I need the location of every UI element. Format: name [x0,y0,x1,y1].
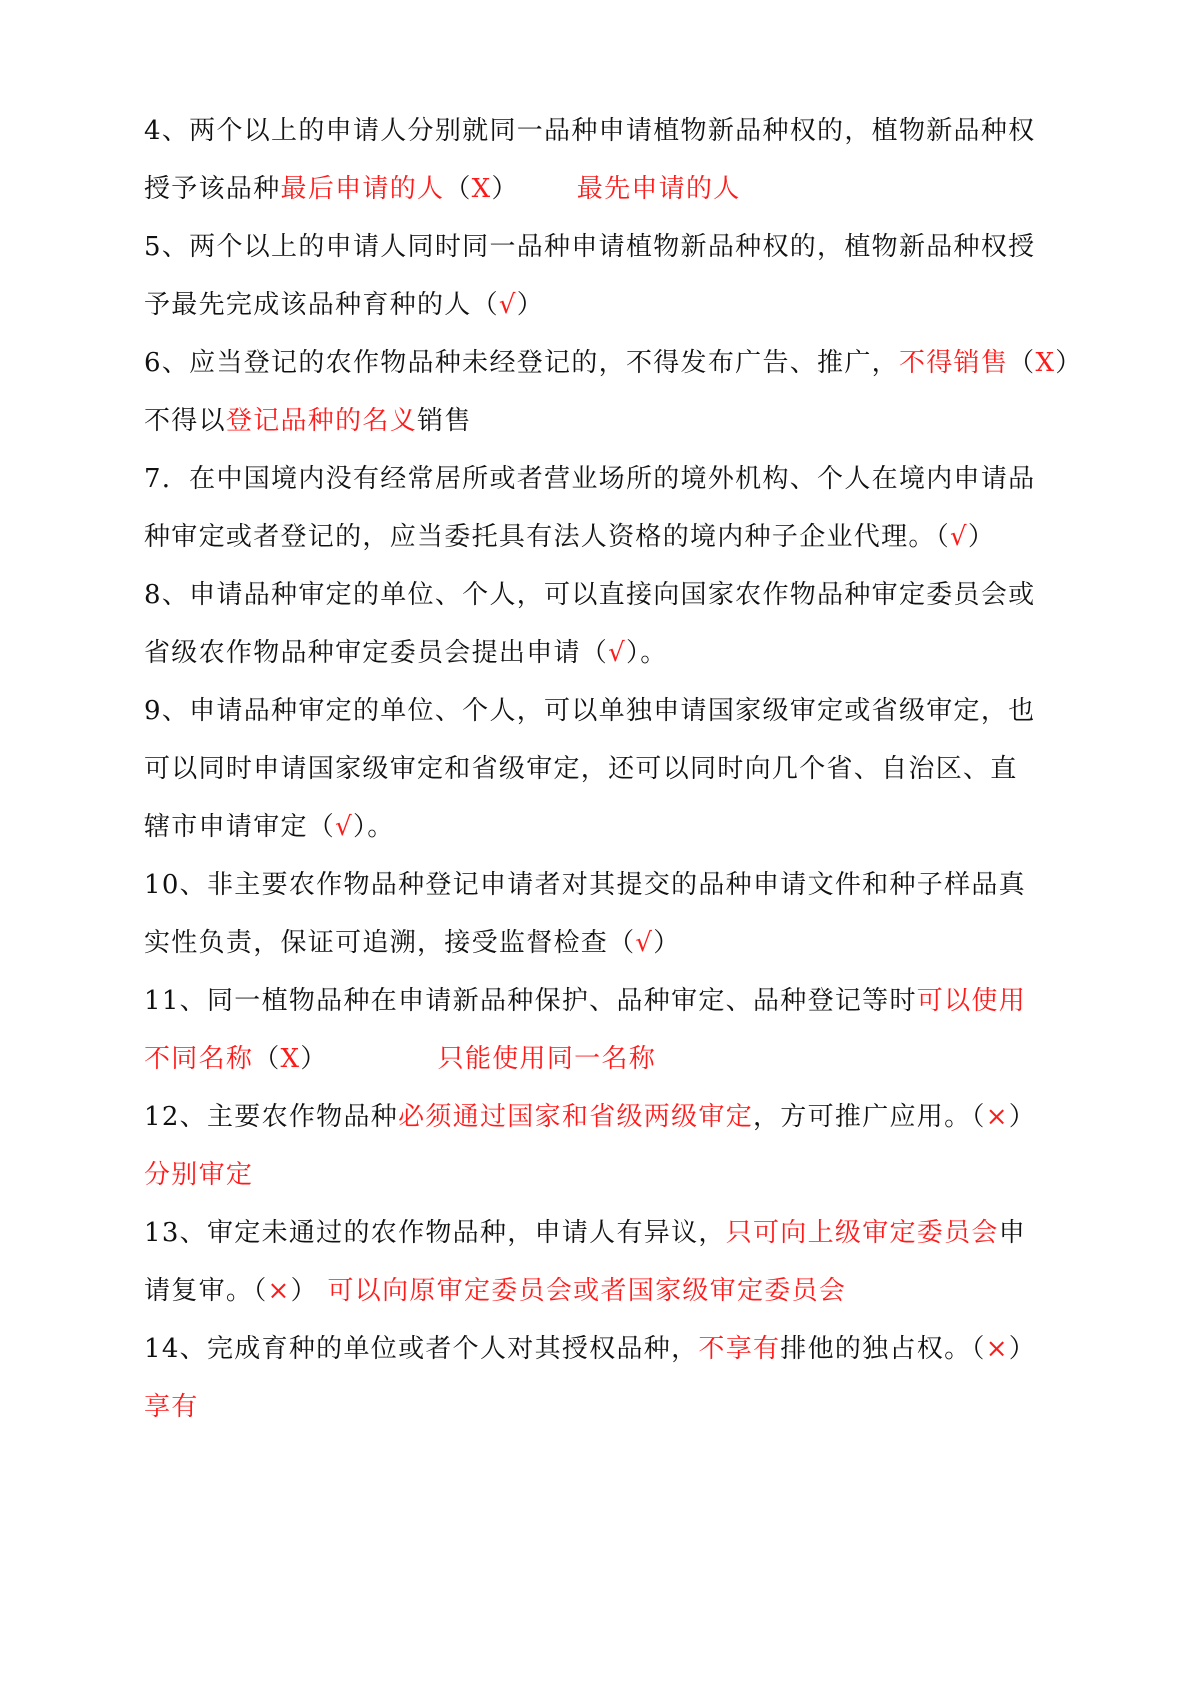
correction-text: 享有 [144,1392,199,1422]
true-mark: √ [498,290,517,320]
correction-text: 分别审定 [144,1160,254,1190]
statement-text: 可以同时申请国家级审定和省级审定，还可以同时向几个省、自治区、直 [144,754,1018,784]
correction-text: 只能使用同一名称 [437,1044,657,1074]
wrong-phrase: 不同名称 [144,1044,254,1074]
statement-text: 销售 [417,406,472,436]
wrong-phrase: 最后申请的人 [280,174,445,204]
paren-close: ） [491,174,519,204]
item-11-line-2 [144,1039,1049,1079]
correction-text: 可以向原审定委员会或者国家级审定委员会 [327,1276,847,1306]
paren-close: ） [300,1044,328,1074]
statement-text: 实性负责，保证可追溯，接受监督检查（ [144,928,636,958]
statement-text: 省级农作物品种审定委员会提出申请（ [144,638,609,668]
wrong-phrase: 只可向上级审定委员会 [725,1218,999,1248]
wrong-phrase: 不得销售 [898,348,1009,378]
paren-open: （ [1008,348,1036,378]
statement-text: 排他的独占权。（ [780,1334,986,1364]
statement-text: 4、两个以上的申请人分别就同一品种申请植物新品种权的，植物新品种权 [144,116,1036,146]
false-mark: X [471,174,492,204]
statement-text: 请复审。（ [144,1276,268,1306]
statement-text: 种审定或者登记的，应当委托具有法人资格的境内种子企业代理。（ [144,522,951,552]
statement-text: 辖市申请审定（ [144,812,336,842]
paren-close: ） [1055,348,1083,378]
paren-close: ） [653,928,681,958]
paren-close: ） [967,522,996,552]
statement-text: 申 [998,1218,1027,1248]
statement-text: ，方可推广应用。（ [753,1102,986,1132]
item-6-line-1 [144,343,1083,383]
wrong-phrase: 可以使用 [916,986,1026,1016]
item-9-line-2 [144,749,1049,789]
correction-text: 登记品种的名义 [225,406,418,436]
item-10-line-1 [144,865,1049,905]
item-7-line-2 [144,517,1049,557]
item-7-line-1 [144,459,1049,499]
statement-text: 10、非主要农作物品种登记申请者对其提交的品种申请文件和种子样品真 [144,870,1026,900]
paren-close: ） [290,1276,328,1306]
wrong-phrase: 不享有 [698,1334,781,1364]
wrong-phrase: 必须通过国家和省级两级审定 [398,1102,753,1132]
false-mark: × [267,1276,291,1306]
item-9-line-3 [144,807,1049,847]
statement-text: 12、主要农作物品种 [144,1102,399,1132]
false-mark: X [1035,348,1056,378]
statement-text: 13、审定未通过的农作物品种，申请人有异议， [144,1218,726,1248]
false-mark: × [985,1102,1009,1132]
item-13-line-2 [144,1271,1049,1311]
item-4-line-1 [144,111,1049,151]
true-mark: √ [950,522,968,552]
paren-open: （ [444,174,472,204]
statement-text: 授予该品种 [144,174,281,204]
true-mark: √ [608,638,626,668]
statement-text: 14、完成育种的单位或者个人对其授权品种， [144,1334,699,1364]
statement-text: 5、两个以上的申请人同时同一品种申请植物新品种权的，植物新品种权授 [144,232,1036,262]
statement-text: 予最先完成该品种育种的人（ [144,290,499,320]
item-5-line-2 [144,285,1049,325]
item-10-line-2 [144,923,1049,963]
statement-text: 7．在中国境内没有经常居所或者营业场所的境外机构、个人在境内申请品 [144,464,1036,494]
item-11-line-1 [144,981,1049,1021]
item-14-line-1 [144,1329,1049,1369]
false-mark: X [280,1044,301,1074]
item-4-line-2 [144,169,1049,209]
paren-close: ） [1008,1102,1037,1132]
paren-close: ）。 [352,812,395,842]
statement-text: 8、申请品种审定的单位、个人，可以直接向国家农作物品种审定委员会或 [144,580,1036,610]
item-12-line-1 [144,1097,1049,1137]
paren-open: （ [253,1044,281,1074]
true-mark: √ [335,812,353,842]
false-mark: × [985,1334,1009,1364]
statement-text: 11、同一植物品种在申请新品种保护、品种审定、品种登记等时 [144,986,917,1016]
paren-close: ） [516,290,545,320]
item-9-line-1 [144,691,1049,731]
item-6-line-2 [144,401,1049,441]
item-12-line-2 [144,1155,1049,1195]
correction-text: 最先申请的人 [576,174,741,204]
statement-text: 9、申请品种审定的单位、个人，可以单独申请国家级审定或省级审定，也 [144,696,1036,726]
statement-text: 6、应当登记的农作物品种未经登记的，不得发布广告、推广， [144,348,899,378]
true-mark: √ [635,928,654,958]
paren-close: ）。 [625,638,668,668]
item-14-line-2 [144,1387,1049,1427]
item-8-line-1 [144,575,1049,615]
item-13-line-1 [144,1213,1049,1253]
item-8-line-2 [144,633,1049,673]
item-5-line-1 [144,227,1049,267]
statement-text: 不得以 [144,406,226,436]
paren-close: ） [1008,1334,1037,1364]
